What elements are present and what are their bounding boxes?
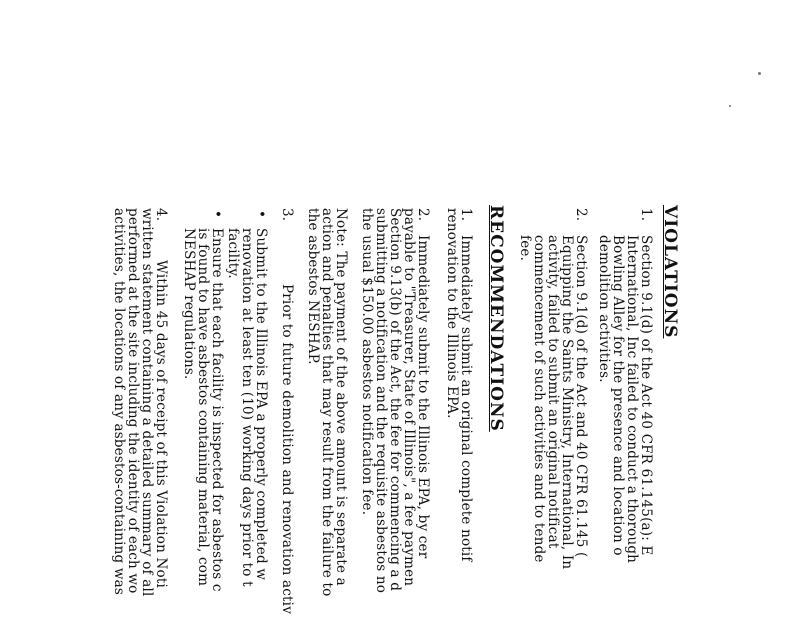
recommendation-2-line: Section 9.13(b) of the Act, the fee for commencing a d (387, 208, 403, 592)
recommendation-2-line: payable to "Treasurer, State of Illinois", a fee paymen (401, 208, 417, 587)
violation-1-line: International, Inc failed to conduct a thorough (624, 235, 640, 564)
recommendation-3-number: 3. (279, 208, 295, 222)
recommendation-4-line: Within 45 days of receipt of this Violation Noti (153, 260, 169, 589)
recommendation-2-number: 2. (415, 208, 431, 222)
bullet-icon: • (209, 210, 225, 219)
violation-2-line: Section 9.1(d) of the Act and 40 CFR 61.145 ( (573, 235, 589, 558)
recommendation-1-line: renovation to the Illinois EPA. (444, 208, 460, 419)
bullet-1-line: Submit to the Illinois EPA a properly completed w (253, 228, 269, 581)
violation-2-number: 2. (573, 208, 589, 222)
bullet-icon: • (253, 210, 269, 219)
recommendation-4-number: 4. (153, 208, 169, 222)
recommendation-3-line: Prior to future demolition and renovation activ (279, 284, 295, 615)
violation-1-line: demolition activities. (596, 235, 612, 383)
recommendation-4-line: written statement containing a detailed summary of all (139, 208, 155, 597)
recommendation-2-line: Immediately submit to the Illinois EPA, by cer (415, 235, 431, 559)
violation-1-line: Section 9.1(d) of the Act 40 CFR 61.145(a): E (638, 235, 654, 556)
recommendation-4-line: activities, the locations of any asbestos-containing was (111, 208, 127, 595)
bullet-2-line: NESHAP regulations. (181, 228, 197, 380)
violation-2-line: commencement of such activities and to tende (531, 235, 547, 563)
violations-heading: VIOLATIONS (660, 205, 680, 339)
violation-2-line: fee. (517, 235, 533, 262)
note-line: action and penalties that may result from the failure to (319, 208, 335, 597)
violation-2-line: Equipping the Saints Ministry, International, In (559, 235, 575, 570)
bullet-1-line: renovation at least ten (10) working days prior to t (239, 228, 255, 587)
bullet-2-line: Ensure that each facility is inspected for asbestos c (209, 228, 225, 592)
recommendation-2-line: the usual $150.00 asbestos notification fee. (359, 208, 375, 516)
recommendation-4-line: performed at the site including the identity of each wo (125, 208, 141, 594)
recommendation-2-line: submitting a notification and the requisite asbestos no (373, 208, 389, 594)
recommendations-heading: RECOMMENDATIONS (486, 205, 506, 432)
recommendation-1-line: Immediately submit an original complete notif (458, 235, 474, 562)
note-line: the asbestos NESHAP. (305, 208, 321, 365)
bullet-1-line: facility. (225, 228, 241, 279)
bullet-2-line: is found to have asbestos containing material, com (195, 228, 211, 587)
note-line: Note: The payment of the above amount is separate a (333, 208, 349, 586)
violation-1-line: Bowling Alley for the presence and location o (610, 235, 626, 556)
violation-2-line: activity, failed to submit an original notificat (545, 235, 561, 549)
recommendation-1-number: 1. (458, 208, 474, 222)
violation-1-number: 1. (638, 208, 654, 222)
